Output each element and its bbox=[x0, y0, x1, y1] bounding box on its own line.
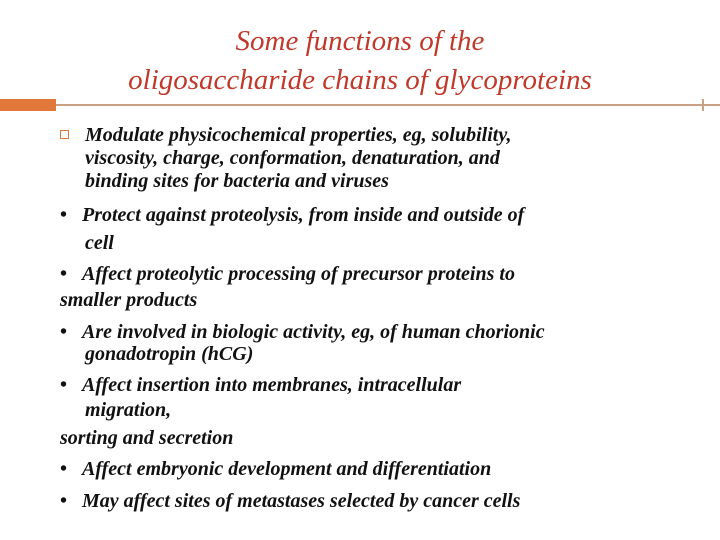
list-item-text: Affect embryonic development and differentiation bbox=[82, 458, 492, 480]
list-item bbox=[60, 458, 491, 481]
list-item bbox=[60, 204, 524, 227]
bullet-icon: • bbox=[60, 490, 68, 512]
list-item-text: smaller products bbox=[60, 289, 198, 311]
bullet-icon: • bbox=[60, 374, 68, 396]
list-item-text: May affect sites of metastases selected by cancer cells bbox=[82, 490, 521, 512]
list-item-text: Are involved in biologic activity, eg, of human chorionic bbox=[82, 321, 545, 343]
list-item bbox=[60, 263, 515, 286]
list-item-text: viscosity, charge, conformation, denaturation, and bbox=[85, 147, 500, 169]
bullet-icon: • bbox=[60, 458, 68, 480]
list-item-text: cell bbox=[85, 232, 114, 254]
list-item-text: gonadotropin (hCG) bbox=[85, 343, 254, 365]
bullet-icon: • bbox=[60, 263, 68, 285]
list-item-text: Modulate physicochemical properties, eg, solubility, bbox=[85, 124, 512, 146]
list-item-text: sorting and secretion bbox=[60, 427, 234, 449]
square-bullet-icon bbox=[60, 130, 69, 139]
list-item-text: binding sites for bacteria and viruses bbox=[85, 170, 389, 192]
bullet-icon: • bbox=[60, 204, 68, 226]
slide-title-line-1: Some functions of the bbox=[235, 25, 485, 57]
list-item-text: Protect against proteolysis, from inside and outside of bbox=[82, 204, 525, 226]
list-item bbox=[60, 490, 520, 513]
list-item-text: Affect insertion into membranes, intracellular bbox=[82, 374, 462, 396]
list-item bbox=[60, 374, 461, 397]
slide-title-line-2: oligosaccharide chains of glycoproteins bbox=[128, 64, 592, 96]
list-item-text: Affect proteolytic processing of precursor proteins to bbox=[82, 263, 515, 285]
bullet-icon: • bbox=[60, 321, 68, 343]
list-item-text: migration, bbox=[85, 399, 172, 421]
list-item bbox=[60, 321, 545, 344]
